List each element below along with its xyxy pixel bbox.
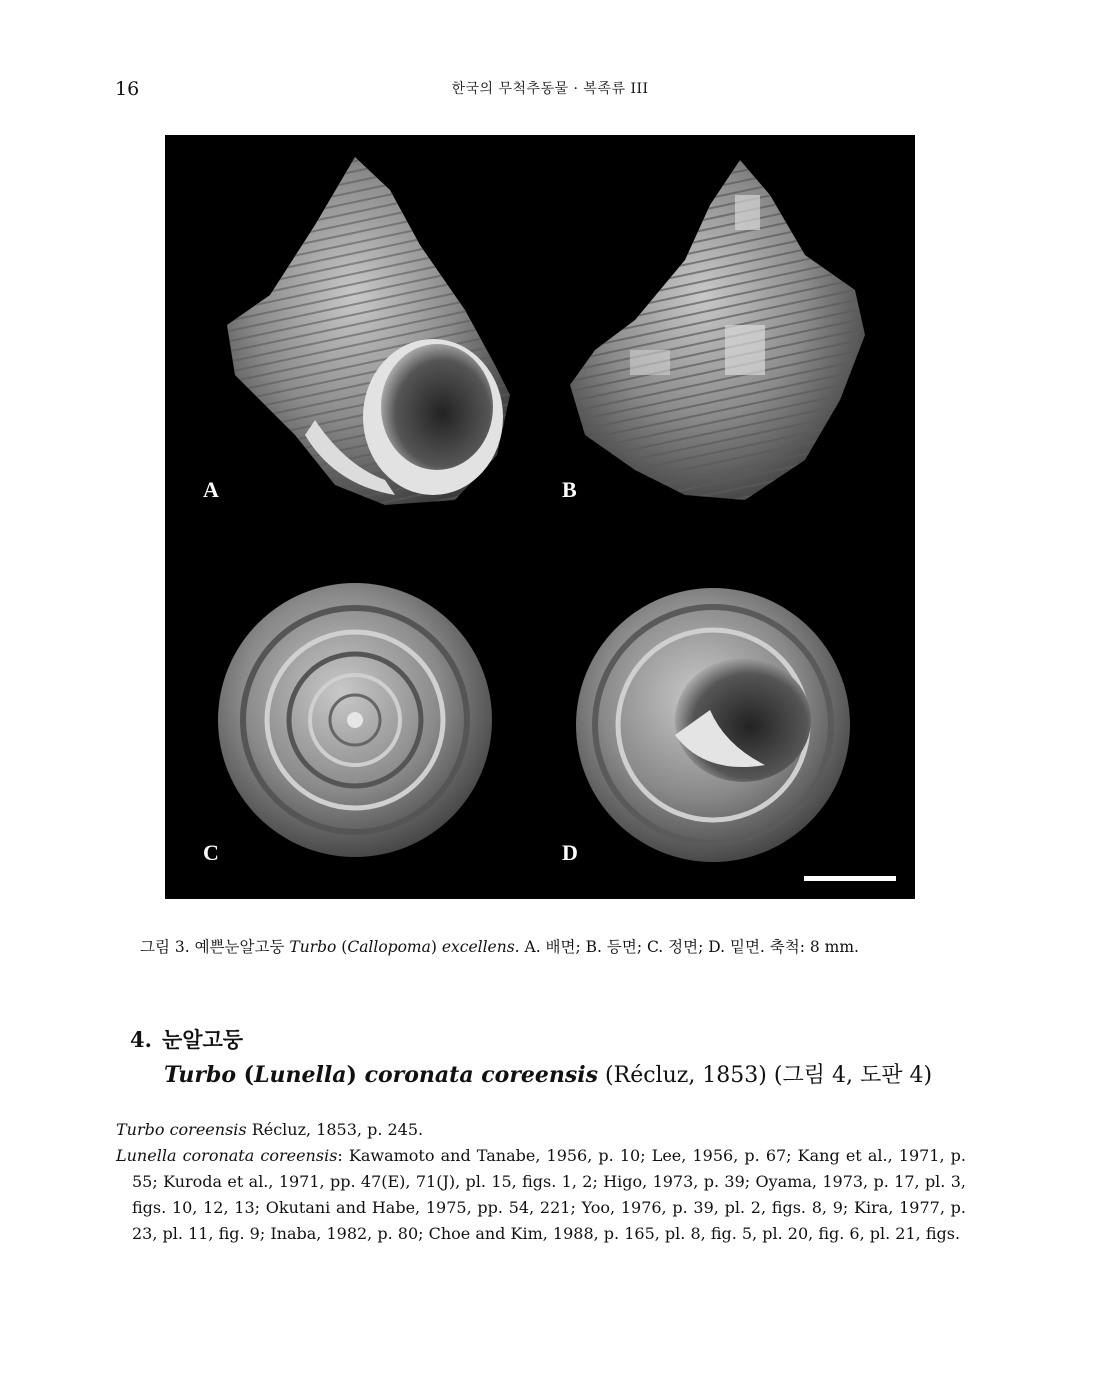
sci-paren-close: ) [346,1062,365,1088]
synonymy-entry [116,1117,966,1143]
shell-a [227,157,510,505]
panel-label-b: B [562,477,577,502]
caption-rest: . A. 배면; B. 등면; C. 정면; D. 밑면. 축척: 8 mm. [514,938,859,956]
caption-subgenus: Callopoma [347,938,431,956]
species-heading [130,1024,243,1054]
page-number: 16 [115,78,140,100]
sci-refs: (그림 4, 도판 4) [766,1063,933,1088]
scientific-name [164,1058,932,1089]
synonym-citation: Récluz, 1853, p. 245. [246,1120,424,1139]
caption-species: excellens [441,938,515,956]
section-number: 4. [130,1027,152,1052]
scale-bar [804,876,896,881]
shell-d [576,588,850,862]
synonym-name: Lunella coronata coreensis [116,1146,338,1165]
caption-genus: Turbo [289,938,337,956]
caption-paren-open: ( [336,938,348,956]
sci-subgenus: Lunella [254,1062,347,1088]
synonymy-list [116,1117,966,1247]
sci-genus: Turbo [164,1062,236,1088]
shell-photographs [165,135,915,899]
shell-c [218,583,492,857]
caption-prefix: 그림 3. 예쁜눈알고둥 [140,938,290,956]
sci-paren-open: ( [236,1062,255,1088]
sci-author: (Récluz, 1853) [598,1063,767,1088]
synonym-name: Turbo coreensis [116,1120,247,1139]
panel-label-c: C [203,840,219,865]
korean-name: 눈알고둥 [161,1027,244,1052]
panel-label-a: A [203,477,219,502]
running-title: 한국의 무척추동물 · 복족류 III [451,81,649,97]
sci-species: coronata coreensis [364,1062,599,1088]
synonym-citation: : Kawamoto and Tanabe, 1956, p. 10; Lee, 1956, p. 67; Kang et al., 1971, p. 55; Kuroda et al., 1971, pp. 47(E), 71(J), pl. 15, figs. 1, 2; Higo, 1973, p. 39; Oyama, 1973, p. 17, pl. 3, figs. 10, 12, 13; Okutani and Habe, 1975, pp. 54, 221; Yoo, 1976, p. 39, pl. 2, figs. 8, 9; Kira, 1977, p. 23, pl. 11, fig. 9; Inaba, 1982, p. 80; Choe and Kim, 1988, p. 165, pl. 8, fig. 5, pl. 20, fig. 6, pl. 21, figs. [132,1146,967,1243]
shell-photo-plate [165,135,915,899]
figure-caption [140,935,859,957]
panel-label-d: D [562,840,578,865]
synonymy-entry [116,1143,966,1247]
caption-paren-close: ) [430,938,442,956]
shell-b [570,160,865,500]
